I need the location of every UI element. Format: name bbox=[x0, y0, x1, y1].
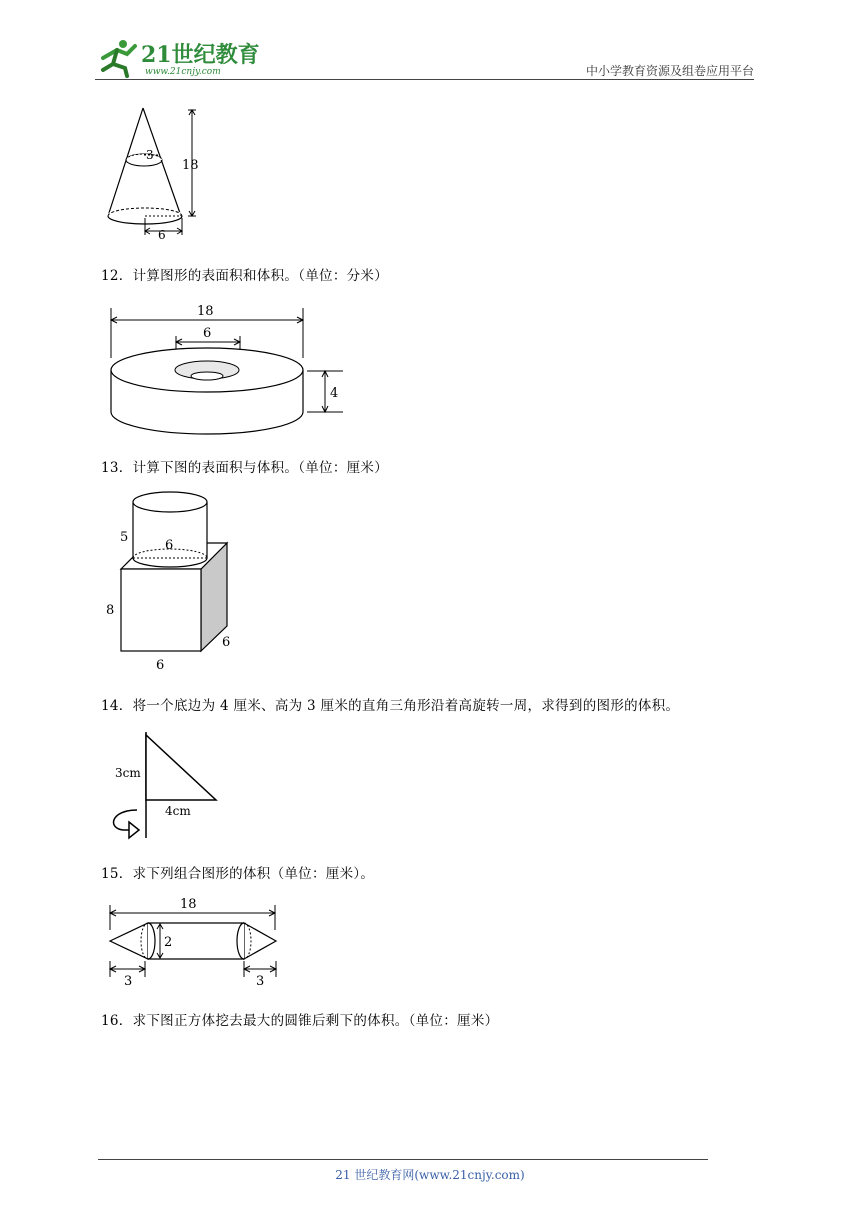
header-tagline: 中小学教育资源及组卷应用平台 bbox=[585, 64, 754, 78]
triangle-base-label: 4cm bbox=[165, 804, 191, 818]
combo-left-cone-label: 3 bbox=[124, 974, 133, 989]
runner-logo-icon bbox=[103, 40, 135, 76]
cube-cylinder-figure bbox=[100, 486, 250, 680]
question-16: 16．求下图正方体挖去最大的圆锥后剩下的体积。（单位：厘米） bbox=[101, 1013, 499, 1029]
cyl-diameter-label: 6 bbox=[165, 538, 174, 553]
footer-link[interactable]: 21 世纪教育网(www.21cnjy.com) bbox=[335, 1168, 525, 1182]
cube-depth-label: 6 bbox=[222, 635, 231, 650]
combo-diameter-label: 2 bbox=[164, 935, 173, 950]
footer-divider bbox=[98, 1159, 708, 1160]
question-15: 15．求下列组合图形的体积（单位：厘米）。 bbox=[101, 866, 375, 882]
cone-top-radius-label: 3 bbox=[146, 148, 154, 162]
combo-right-cone-label: 3 bbox=[256, 974, 265, 989]
site-logo bbox=[95, 36, 265, 78]
logo-text: 21世纪教育 bbox=[141, 42, 260, 68]
header-divider bbox=[95, 79, 754, 80]
question-14: 14．将一个底边为 4 厘米、高为 3 厘米的直角三角形沿着高旋转一周，求得到的图形的体积。 bbox=[101, 698, 680, 714]
triangle-height-label: 3cm bbox=[115, 766, 141, 780]
cone-frustum-figure bbox=[100, 103, 210, 247]
ring-inner-label: 6 bbox=[203, 326, 212, 341]
ring-outer-label: 18 bbox=[197, 304, 214, 319]
combo-length-label: 18 bbox=[180, 897, 197, 912]
cone-height-label: 18 bbox=[182, 158, 199, 173]
rotating-triangle-figure bbox=[105, 730, 235, 846]
question-12: 12．计算图形的表面积和体积。（单位：分米） bbox=[101, 268, 389, 284]
cylinder-cones-figure bbox=[100, 895, 290, 994]
cube-width-label: 6 bbox=[156, 658, 165, 673]
rotation-arrow-icon bbox=[114, 810, 139, 838]
cyl-height-label: 5 bbox=[120, 530, 129, 545]
question-13: 13．计算下图的表面积与体积。（单位：厘米） bbox=[101, 460, 389, 476]
ring-height-label: 4 bbox=[330, 386, 339, 401]
cube-height-label: 8 bbox=[106, 603, 115, 618]
logo-url: www.21cnjy.com bbox=[145, 67, 221, 77]
ring-cylinder-figure bbox=[105, 298, 355, 442]
cone-base-label: 6 bbox=[158, 228, 166, 242]
